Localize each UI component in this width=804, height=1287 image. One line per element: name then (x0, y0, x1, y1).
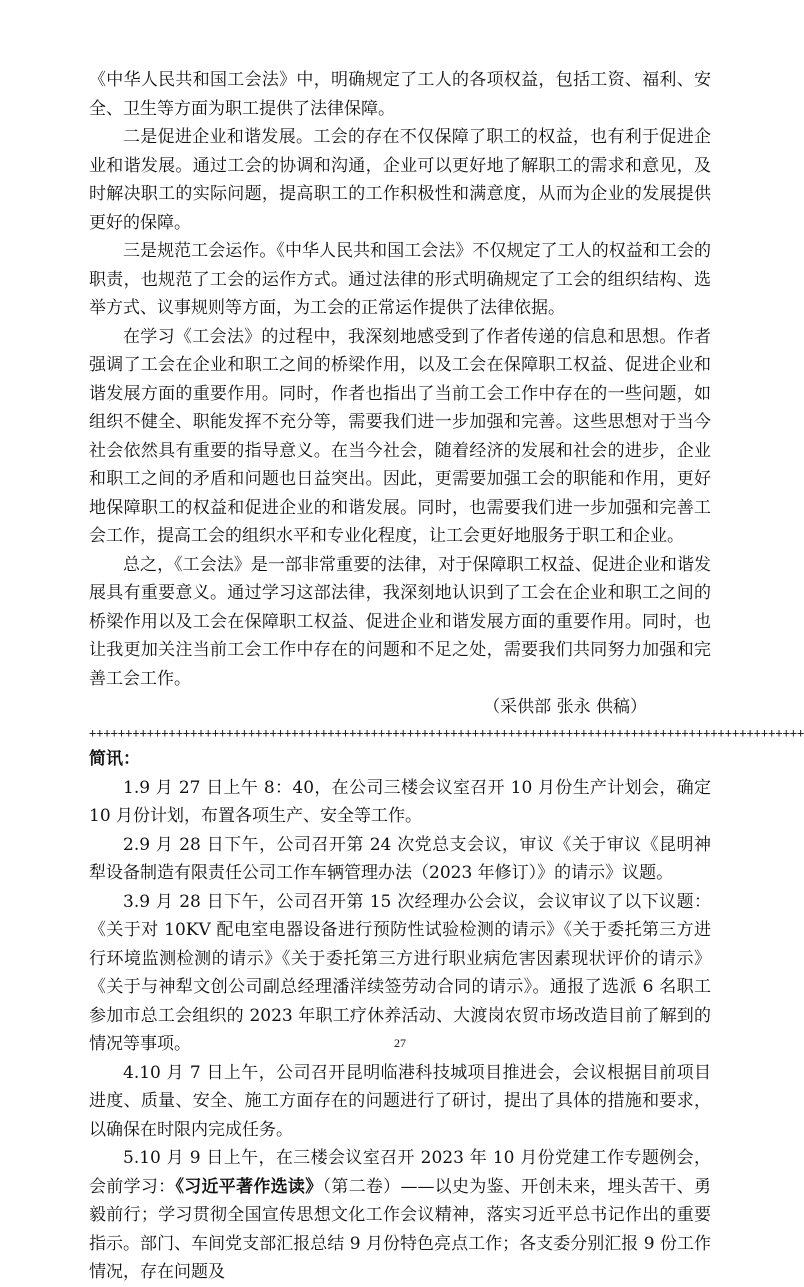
article-signature: （采供部 张永 供稿） (483, 697, 647, 717)
section-divider: +++++++++++++++++++++++++++++++++++++++++++++++++++++++++++++++++++++++++++++++++++++++++++++++++++ (89, 725, 804, 740)
news-item-3: 3.9 月 28 日下午，公司召开第 15 次经理办公会议，会议审议了以下议题：《关于对 10KV 配电室电器设备进行预防性试验检测的请示》《关于委托第三方进行环境监测检测的请示》《关于委托第三方进行职业病危害因素现状评价的请示》《关于与神犁文创公司副总经理潘洋续签劳动合同的请示》。通报了选派 6 名职工参加市总工会组织的 2023 年职工疗休养活动、大渡岗农贸市场改造目前了解到的情况等事项。 (89, 891, 711, 1054)
news-heading: 简讯： (89, 748, 140, 769)
page-number: 27 (394, 1036, 406, 1050)
article-paragraph-4: 在学习《工会法》的过程中，我深刻地感受到了作者传递的信息和思想。作者强调了工会在企业和职工之间的桥梁作用，以及工会在保障职工权益、促进企业和谐发展方面的重要作用。同时，作者也指出了当前工会工作中存在的一些问题，如组织不健全、职能发挥不充分等，需要我们进一步加强和完善。这些思想对于当今社会依然具有重要的指导意义。在当今社会，随着经济的发展和社会的进步，企业和职工之间的矛盾和问题也日益突出。因此，更需要加强工会的职能和作用，更好地保障职工的权益和促进企业的和谐发展。同时，也需要我们进一步加强和完善工会工作，提高工会的组织水平和专业化程度，让工会更好地服务于职工和企业。 (89, 326, 711, 546)
article-paragraph-3: 三是规范工会运作。《中华人民共和国工会法》不仅规定了工人的权益和工会的职责，也规范了工会的运作方式。通过法律的形式明确规定了工会的组织结构、选举方式、议事规则等方面，为工会的正常运作提供了法律依据。 (89, 241, 711, 318)
news-item-4: 4.10 月 7 日上午，公司召开昆明临港科技城项目推进会，会议根据目前项目进度、质量、安全、施工方面存在的问题进行了研讨，提出了具体的措施和要求，以确保在时限内完成任务。 (89, 1062, 711, 1140)
news-item-1: 1.9 月 27 日上午 8：40，在公司三楼会议室召开 10 月份生产计划会，确定 10 月份计划，布置各项生产、安全等工作。 (89, 777, 711, 826)
news-item-5-text-before: 5.10 月 9 日上午，在三楼会议室召开 2023 年 10 月份党建工作专题例会，会前学习： (89, 1148, 711, 1197)
news-item-5 (89, 1144, 711, 1287)
page-content (89, 66, 804, 1287)
news-item-2: 2.9 月 28 日下午，公司召开第 24 次党总支会议，审议《关于审议《昆明神犁设备制造有限责任公司工作车辆管理办法（2023 年修订）》的请示》议题。 (89, 834, 711, 883)
article-paragraph-5: 总之，《工会法》是一部非常重要的法律，对于保障职工权益、促进企业和谐发展具有重要意义。通过学习这部法律，我深刻地认识到了工会在企业和职工之间的桥梁作用以及工会在保障职工权益、促进企业和谐发展方面的重要作用。同时，也让我更加关注当前工会工作中存在的问题和不足之处，需要我们共同努力加强和完善工会工作。 (89, 554, 711, 689)
article-paragraph-2: 二是促进企业和谐发展。工会的存在不仅保障了职工的权益，也有利于促进企业和谐发展。通过工会的协调和沟通，企业可以更好地了解职工的需求和意见，及时解决职工的实际问题，提高职工的工作积极性和满意度，从而为企业的发展提供更好的保障。 (89, 127, 711, 233)
news-item-5-text-after: （第二卷）——以史为鉴、开创未来，埋头苦干、勇毅前行；学习贯彻全国宣传思想文化工作会议精神，落实习近平总书记作出的重要指示。部门、车间党支部汇报总结 9 月份特色亮点工作；各支委分别汇报 9 份工作情况，存在问题及 (89, 1176, 712, 1282)
news-item-5-book-title: 《习近平著作选读》 (175, 1176, 323, 1197)
article-paragraph-1: 《中华人民共和国工会法》中，明确规定了工人的各项权益，包括工资、福利、安全、卫生等方面为职工提供了法律保障。 (89, 70, 711, 119)
